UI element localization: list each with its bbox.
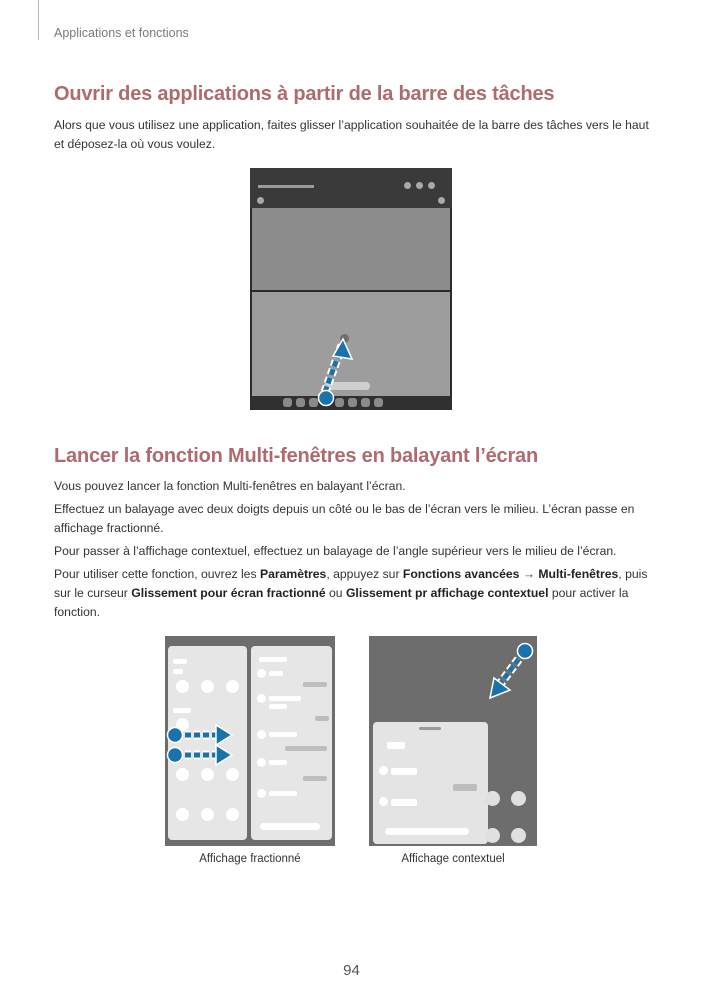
taskbar-app-icon[interactable] (374, 398, 383, 407)
popup-swipe-label: Glissement pr affichage contextuel (345, 586, 549, 600)
taskbar-paragraph: Alors que vous utilisez une application, faites glisser l’application souhaitée de la barre des tâches vers le haut et déposez-la où vous voulez. (54, 118, 649, 151)
multiwindow-intro: Vous pouvez lancer la fonction Multi-fenêtres en balayant l’écran. (54, 479, 406, 493)
popup-view-illustration (369, 636, 537, 846)
back-dot-icon (257, 197, 264, 204)
multiwindow-split-paragraph: Effectuez un balayage avec deux doigts depuis un côté ou le bas de l’écran vers le milieu. L’écran passe en affichage fractionné. (54, 502, 635, 535)
multiwindow-popup-paragraph: Pour passer à l’affichage contextuel, effectuez un balayage de l’angle supérieur vers le milieu de l’écran. (54, 544, 617, 558)
list-bar (269, 671, 283, 676)
input-bar (260, 823, 320, 830)
split-view-illustration (165, 636, 335, 846)
split-swipe-label: Glissement pour écran fractionné (131, 586, 326, 600)
toolbar-dot-icon (428, 182, 435, 189)
taskbar-app-icon[interactable] (296, 398, 305, 407)
app-icon (201, 768, 214, 781)
app-title-placeholder (258, 185, 314, 188)
taskbar-app-icon[interactable] (335, 398, 344, 407)
list-bar (269, 704, 287, 709)
list-bar (269, 791, 297, 796)
background-app-icon (511, 791, 526, 806)
app-icon (226, 680, 239, 693)
list-icon (379, 797, 388, 806)
app-icon (201, 680, 214, 693)
list-bar (453, 784, 477, 791)
list-icon (257, 669, 266, 678)
toolbar-dot-icon (404, 182, 411, 189)
list-bar (315, 716, 329, 721)
app-icon (201, 808, 214, 821)
taskbar-illustration (250, 168, 452, 410)
caption-split-view: Affichage fractionné (199, 853, 301, 865)
list-icon (257, 694, 266, 703)
handle-pill (324, 382, 370, 390)
side-rule (38, 0, 39, 40)
menu-dot-icon (438, 197, 445, 204)
list-icon (257, 730, 266, 739)
background-app-icon (485, 828, 500, 843)
panel-label-bar (173, 708, 191, 713)
running-head: Applications et fonctions (54, 26, 189, 40)
app-icon (176, 680, 189, 693)
settings-label: Paramètres (259, 567, 327, 581)
page-number: 94 (343, 962, 360, 979)
multi-window-label: Multi-fenêtres (538, 567, 619, 581)
upper-app-window (252, 208, 450, 290)
app-icon (226, 808, 239, 821)
panel-title-bar (173, 659, 187, 664)
lower-app-window (252, 292, 450, 396)
app-icon (176, 808, 189, 821)
list-bar (303, 682, 327, 687)
list-bar (391, 799, 417, 806)
list-bar (269, 696, 301, 701)
list-bar (269, 732, 297, 737)
list-bar (285, 746, 327, 751)
panel-sub-bar (173, 669, 183, 674)
taskbar-app-icon[interactable] (361, 398, 370, 407)
caption-popup-view: Affichage contextuel (401, 853, 505, 865)
taskbar-app-icon[interactable] (309, 398, 318, 407)
list-icon (257, 758, 266, 767)
section-title-taskbar: Ouvrir des applications à partir de la barre des tâches (54, 83, 555, 105)
section-title-multiwindow: Lancer la fonction Multi-fenêtres en balayant l’écran (54, 445, 538, 467)
advanced-features-label: Fonctions avancées (402, 567, 520, 581)
drop-target-icon (340, 334, 349, 343)
input-bar (385, 828, 469, 835)
app-icon (176, 718, 189, 731)
popup-title-bar (387, 742, 405, 749)
multiwindow-settings-paragraph: Pour utiliser cette fonction, ouvrez les Paramètres, appuyez sur Fonctions avancées → Multi-fenêtres, puis sur le curseur Glissement pour écran fractionné ou Glissement pr affichage contextuel pour activer la fonction. (54, 567, 648, 619)
popup-window (373, 722, 488, 844)
list-bar (269, 760, 287, 765)
app-icon (176, 768, 189, 781)
background-app-icon (511, 828, 526, 843)
popup-handle (419, 727, 441, 730)
app-icon (226, 768, 239, 781)
list-bar (303, 776, 327, 781)
list-icon (257, 789, 266, 798)
taskbar-app-icon[interactable] (348, 398, 357, 407)
background-app-icon (485, 791, 500, 806)
panel-title-bar (259, 657, 287, 662)
toolbar-dot-icon (416, 182, 423, 189)
list-bar (391, 768, 417, 775)
list-icon (379, 766, 388, 775)
taskbar-app-icon[interactable] (283, 398, 292, 407)
